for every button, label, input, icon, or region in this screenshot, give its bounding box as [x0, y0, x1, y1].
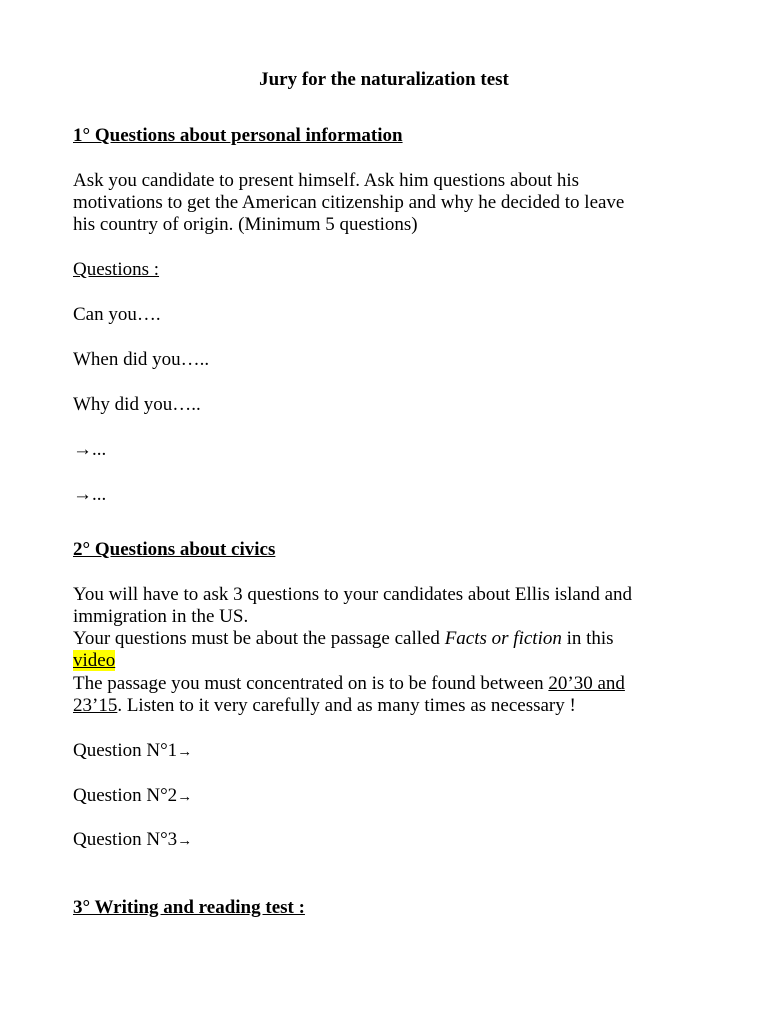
question-1-arrow: → — [177, 744, 193, 760]
question-1-label: Question N°1 — [73, 740, 178, 761]
prompt-can-you: Can you…. — [73, 304, 161, 325]
timing-part-2: 23’15 — [73, 695, 118, 716]
question-2-arrow: → — [177, 789, 193, 805]
timing-line-1 — [73, 673, 625, 695]
passage-prefix: Your questions must be about the passage called — [73, 628, 445, 649]
section2-heading: 2° Questions about civics — [73, 539, 276, 560]
passage-suffix: in this — [561, 628, 614, 649]
section1-intro-line-3: his country of origin. (Minimum 5 questions) — [73, 214, 418, 235]
timing-part-1: 20’30 and — [548, 673, 625, 694]
section3-heading: 3° Writing and reading test : — [73, 897, 305, 918]
question-3-label: Question N°3 — [73, 829, 178, 850]
video-line — [73, 650, 115, 672]
section1-heading: 1° Questions about personal information — [73, 125, 403, 146]
video-link[interactable]: video — [73, 650, 116, 671]
section2-para-line-1: You will have to ask 3 questions to your candidates about Ellis island and — [73, 584, 633, 605]
section1-intro-line-2: motivations to get the American citizenship and why he decided to leave — [73, 192, 625, 213]
timing-suffix: . Listen to it very carefully and as many times as necessary ! — [117, 695, 576, 716]
passage-title: Facts or fiction — [444, 628, 562, 649]
section1-intro-line-1: Ask you candidate to present himself. Ask him questions about his — [73, 170, 580, 191]
prompt-why-did-you: Why did you….. — [73, 394, 201, 415]
prompt-when-did-you: When did you….. — [73, 349, 210, 370]
question-3 — [73, 829, 192, 852]
section2-para-line-2: immigration in the US. — [73, 606, 249, 627]
timing-line-2 — [73, 695, 576, 717]
arrow-item-1: →... — [73, 439, 107, 460]
questions-label: Questions : — [73, 259, 160, 280]
document-title: Jury for the naturalization test — [259, 69, 509, 90]
question-2-label: Question N°2 — [73, 785, 178, 806]
passage-line — [73, 628, 614, 650]
timing-prefix: The passage you must concentrated on is to be found between — [73, 673, 549, 694]
question-3-arrow: → — [177, 833, 193, 849]
question-1 — [73, 740, 192, 763]
question-2 — [73, 785, 192, 808]
arrow-item-2: →... — [73, 484, 107, 505]
